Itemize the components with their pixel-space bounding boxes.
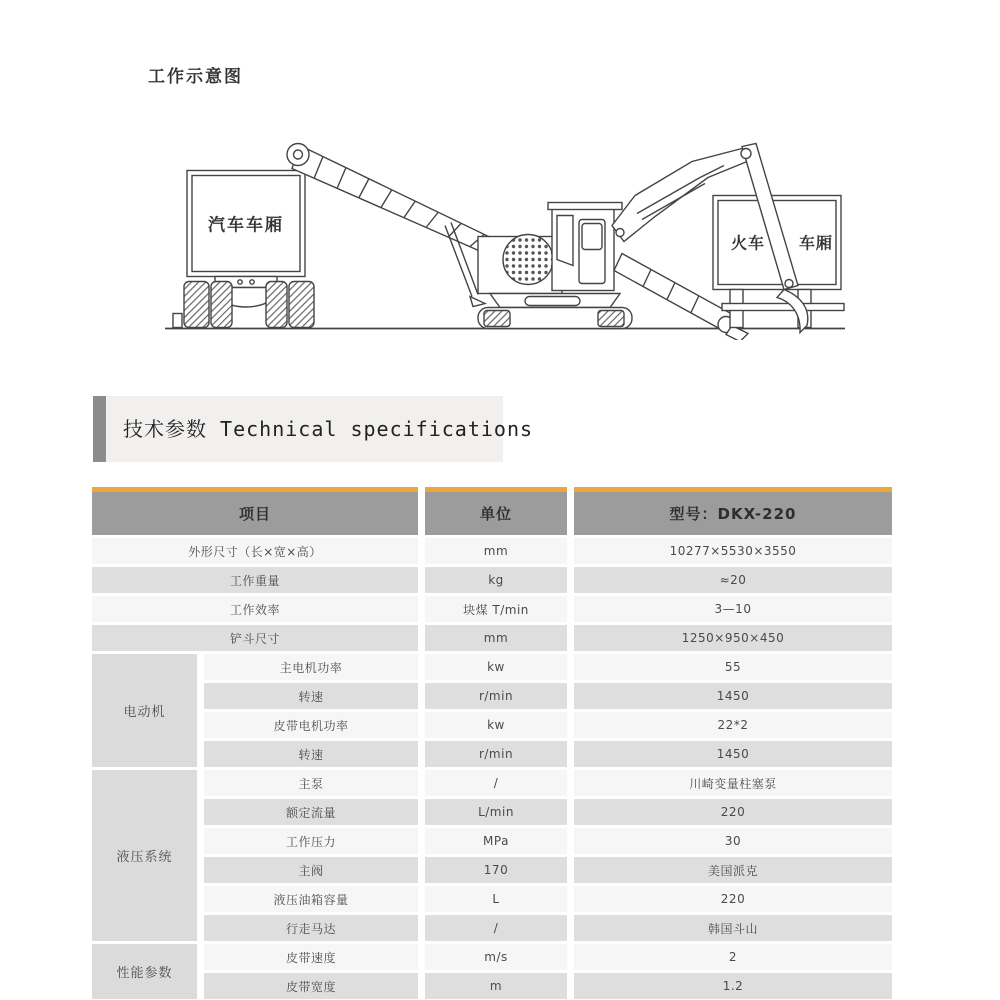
table-row xyxy=(92,538,892,564)
truck-wheel xyxy=(289,282,314,328)
header-item: 项目 xyxy=(92,487,418,535)
cell-unit: kg xyxy=(425,567,567,593)
cell-unit: / xyxy=(425,915,567,941)
truck-wheel xyxy=(266,282,287,328)
train-carriage-label-left: 火车 xyxy=(730,233,766,253)
table-section xyxy=(92,538,892,654)
cell-value: 川崎变量柱塞泵 xyxy=(574,770,892,796)
header-unit: 单位 xyxy=(425,487,567,535)
cell-value: 1250×950×450 xyxy=(574,625,892,651)
cell-unit: 170 xyxy=(425,857,567,883)
cell-value: 30 xyxy=(574,828,892,854)
cell-unit: m xyxy=(425,973,567,999)
cell-item: 转速 xyxy=(204,741,418,767)
table-row xyxy=(204,799,892,825)
cell-unit: r/min xyxy=(425,741,567,767)
table-row xyxy=(204,828,892,854)
cell-item: 工作重量 xyxy=(92,567,418,593)
truck-wheel xyxy=(211,282,232,328)
table-section xyxy=(92,944,892,1000)
group-cell: 性能参数 xyxy=(92,944,197,999)
truck-carriage-label: 汽车车厢 xyxy=(208,215,284,236)
cell-item: 皮带速度 xyxy=(204,944,418,970)
group-cell: 液压系统 xyxy=(92,770,197,941)
cell-unit: mm xyxy=(425,625,567,651)
cell-unit: L/min xyxy=(425,799,567,825)
cell-value: 2 xyxy=(574,944,892,970)
section-accent-bar xyxy=(93,396,106,462)
table-row xyxy=(92,567,892,593)
machine-body xyxy=(478,203,632,329)
cell-value: ≈20 xyxy=(574,567,892,593)
cell-unit: 块煤 T/min xyxy=(425,596,567,622)
cell-value: 220 xyxy=(574,799,892,825)
cell-value: 1.2 xyxy=(574,973,892,999)
section-title: 技术参数 Technical specifications xyxy=(123,417,534,441)
truck-carriage xyxy=(173,171,314,328)
cell-item: 液压油箱容量 xyxy=(204,886,418,912)
table-row xyxy=(92,596,892,622)
table-header-row xyxy=(92,487,892,535)
machine-working-diagram xyxy=(140,112,860,340)
table-row xyxy=(204,712,892,738)
cell-item: 主泵 xyxy=(204,770,418,796)
table-row xyxy=(204,770,892,796)
page-title: 工作示意图 xyxy=(148,67,243,87)
header-model: 型号：DKX-220 xyxy=(574,487,892,535)
table-row xyxy=(204,915,892,941)
cell-item: 外形尺寸（长×宽×高） xyxy=(92,538,418,564)
table-row xyxy=(204,973,892,999)
table-row xyxy=(204,741,892,767)
spec-table-body xyxy=(92,538,892,1000)
cell-unit: r/min xyxy=(425,683,567,709)
cell-item: 行走马达 xyxy=(204,915,418,941)
train-carriage-label-right: 车厢 xyxy=(798,233,834,253)
table-row xyxy=(204,886,892,912)
cell-item: 转速 xyxy=(204,683,418,709)
engine-grille xyxy=(503,235,553,285)
table-row xyxy=(204,654,892,680)
cell-value: 55 xyxy=(574,654,892,680)
cell-value: 美国派克 xyxy=(574,857,892,883)
cell-unit: kw xyxy=(425,712,567,738)
section-header xyxy=(93,396,534,462)
cell-value: 3—10 xyxy=(574,596,892,622)
cell-item: 额定流量 xyxy=(204,799,418,825)
cell-unit: / xyxy=(425,770,567,796)
group-cell: 电动机 xyxy=(92,654,197,767)
cell-item: 铲斗尺寸 xyxy=(92,625,418,651)
cell-item: 主电机功率 xyxy=(204,654,418,680)
cell-unit: m/s xyxy=(425,944,567,970)
cell-value: 韩国斗山 xyxy=(574,915,892,941)
cell-value: 1450 xyxy=(574,683,892,709)
cell-item: 工作效率 xyxy=(92,596,418,622)
cell-value: 22*2 xyxy=(574,712,892,738)
cell-value: 220 xyxy=(574,886,892,912)
truck-wheel xyxy=(184,282,209,328)
cell-value: 1450 xyxy=(574,741,892,767)
cell-item: 皮带电机功率 xyxy=(204,712,418,738)
table-row xyxy=(204,857,892,883)
table-row xyxy=(204,683,892,709)
cell-unit: mm xyxy=(425,538,567,564)
table-row xyxy=(92,625,892,651)
cell-unit: MPa xyxy=(425,828,567,854)
cell-value: 10277×5530×3550 xyxy=(574,538,892,564)
table-section xyxy=(92,654,892,770)
machine-schematic-drawing xyxy=(140,112,860,340)
cell-item: 主阀 xyxy=(204,857,418,883)
cell-item: 皮带宽度 xyxy=(204,973,418,999)
table-section xyxy=(92,770,892,944)
cell-unit: L xyxy=(425,886,567,912)
cell-item: 工作压力 xyxy=(204,828,418,854)
spec-table xyxy=(92,487,892,1000)
table-row xyxy=(204,944,892,970)
cell-unit: kw xyxy=(425,654,567,680)
